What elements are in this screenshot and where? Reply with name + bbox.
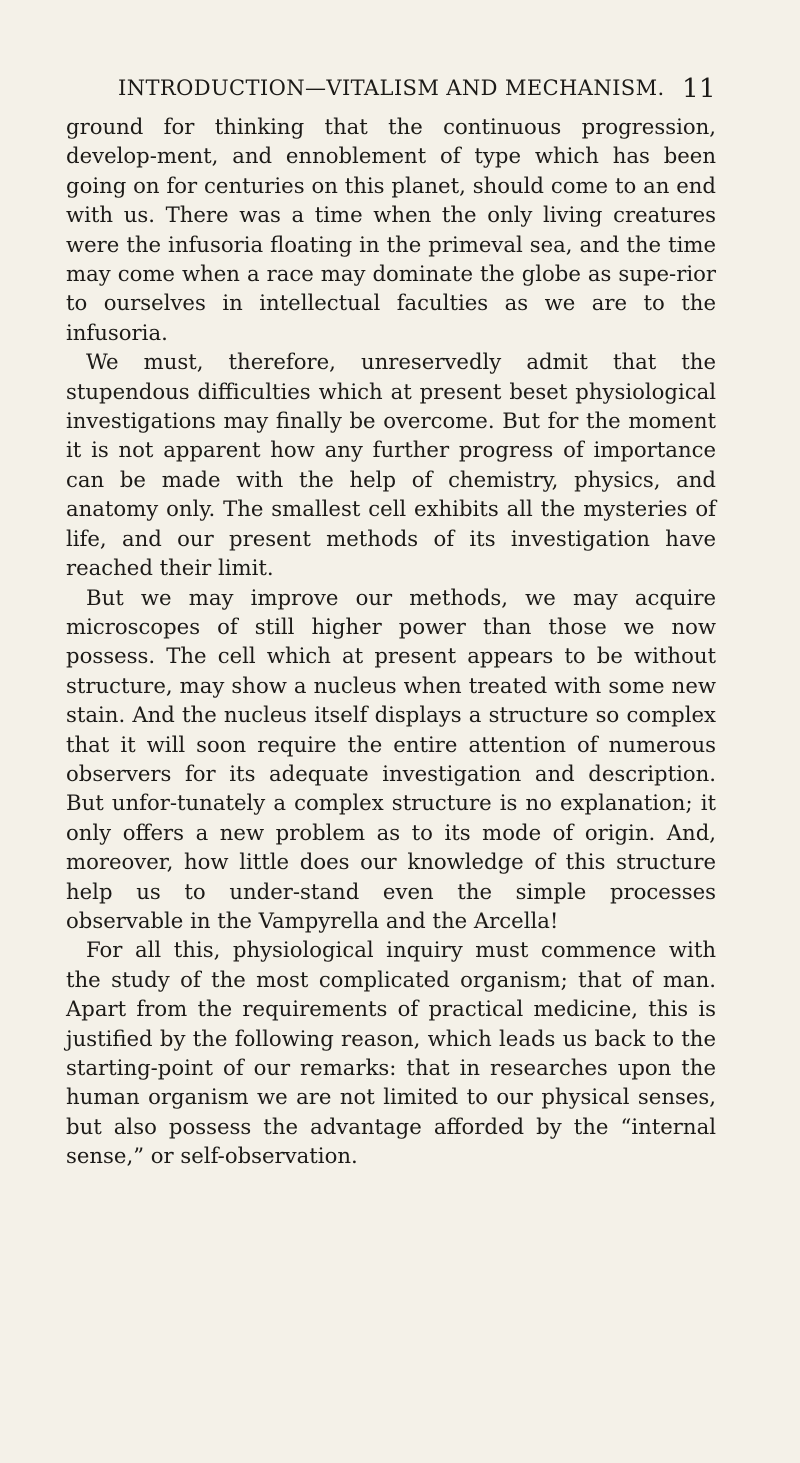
running-title: INTRODUCTION—VITALISM AND MECHANISM. [118, 76, 665, 100]
paragraph: But we may improve our methods, we may acquire microscopes of still higher power than those we now possess. The cell which at present appears to be without structure, may show a nucleus when treated with some new stain. And the nucleus itself displays a structure so complex that it will soon require the entire attention of numerous observers for its adequate investigation and description. But unfor-tunately a complex structure is no explanation; it only offers a new problem as to its mode of origin. And, moreover, how little does our knowledge of this structure help us to under-stand even the simple processes observable in the Vampyrella and the Arcella! [66, 584, 716, 933]
paragraph-continuation: ground for thinking that the continuous progression, develop-ment, and ennoblement of type which has been going on for centuries on this planet, should come to an end with us. There was a time when the only living creatures were the infusoria floating in the primeval sea, and the time may come when a race may dominate the globe as supe-rior to ourselves in intellectual faculties as we are to the infusoria. [66, 114, 716, 345]
body-text [66, 112, 716, 1171]
paragraph: For all this, physiological inquiry must commence with the study of the most complicated organism; that of man. Apart from the requirements of practical medicine, this is justified by the following reason, which leads us back to the starting-point of our remarks: that in researches upon the human organism we are not limited to our physical senses, but also possess the advantage afforded by the “internal sense,” or self-observation. [66, 937, 716, 1169]
page-number: 11 [682, 74, 716, 104]
paragraph: We must, therefore, unreservedly admit that the stupendous difficulties which at present beset physiological investigations may finally be overcome. But for the moment it is not apparent how any further progress of importance can be made with the help of chemistry, physics, and anatomy only. The smallest cell exhibits all the mysteries of life, and our present methods of its investigation have reached their limit. [66, 349, 716, 581]
running-head [118, 76, 716, 108]
